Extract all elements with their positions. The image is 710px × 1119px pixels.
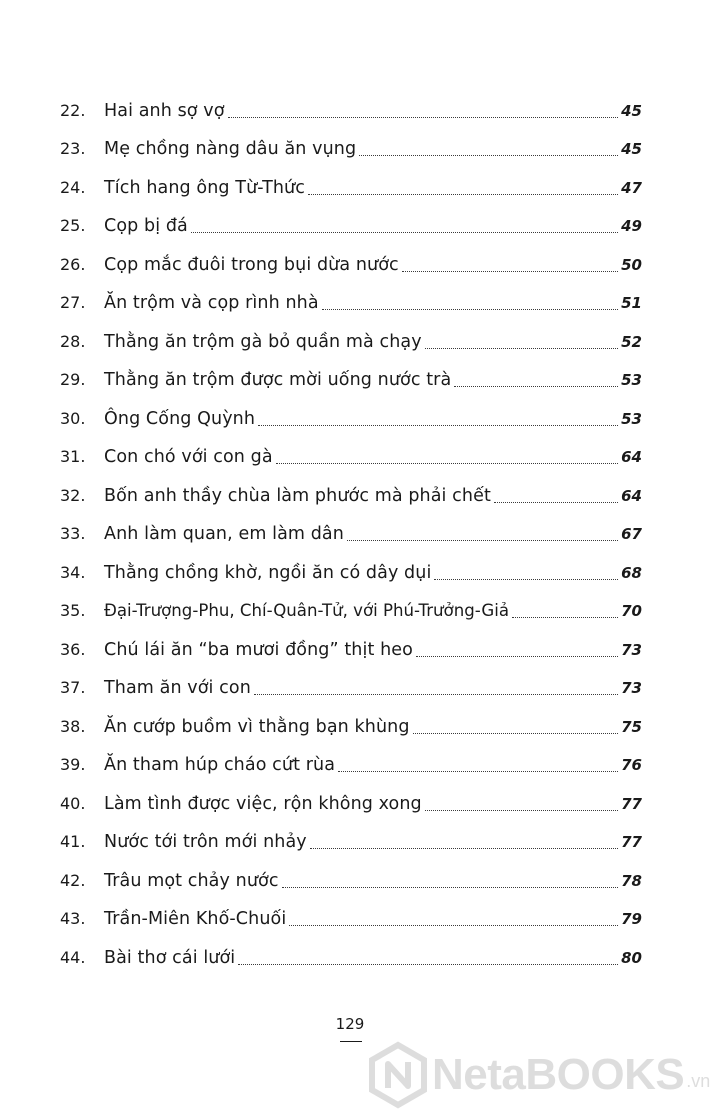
toc-entry-page: 47 <box>621 179 642 197</box>
toc-entry-page: 80 <box>621 949 642 967</box>
toc-entry-number: 38. <box>60 717 86 736</box>
toc-entry-title: Thằng ăn trộm được mời uống nước trà <box>104 370 452 390</box>
toc-entry-page: 64 <box>621 487 642 505</box>
toc-entry-number: 40. <box>60 794 86 813</box>
toc-dot-leader <box>413 733 619 734</box>
page-number-rule <box>340 1041 362 1042</box>
toc-entry <box>60 247 642 277</box>
toc-entry <box>60 632 642 662</box>
toc-entry-page: 51 <box>621 294 642 312</box>
toc-entry-title: Anh làm quan, em làm dân <box>104 524 344 544</box>
toc-entry-number: 31. <box>60 447 86 466</box>
toc-entry-page: 67 <box>621 525 642 543</box>
toc-entry <box>60 747 642 777</box>
toc-entry <box>60 593 642 623</box>
toc-entry-number: 23. <box>60 139 86 158</box>
toc-dot-leader <box>282 887 619 888</box>
toc-entry-title: Ăn cướp buồm vì thằng bạn khùng <box>104 717 410 737</box>
toc-entry-page: 53 <box>621 371 642 389</box>
toc-entry-page: 49 <box>621 217 642 235</box>
toc-entry-number: 27. <box>60 293 86 312</box>
toc-dot-leader <box>416 656 618 657</box>
toc-dot-leader <box>359 155 618 156</box>
toc-entry-page: 68 <box>621 564 642 582</box>
toc-dot-leader <box>228 117 619 118</box>
watermark-suffix: .vn <box>686 1071 710 1091</box>
toc-entry-title: Ăn trộm và cọp rình nhà <box>104 293 319 313</box>
toc-dot-leader <box>512 617 618 618</box>
watermark-brand: NetaBOOKS <box>432 1050 685 1099</box>
toc-entry-title: Làm tình được việc, rộn không xong <box>104 794 422 814</box>
toc-entry <box>60 824 642 854</box>
toc-dot-leader <box>238 964 618 965</box>
toc-entry-title: Bài thơ cái lưới <box>104 948 236 968</box>
toc-entry-title: Trần-Miên Khố-Chuối <box>104 909 287 929</box>
toc-dot-leader <box>258 425 618 426</box>
toc-entry <box>60 940 642 970</box>
toc-entry <box>60 709 642 739</box>
toc-entry <box>60 863 642 893</box>
toc-dot-leader <box>310 848 618 849</box>
toc-entry-title: Cọp bị đá <box>104 216 188 236</box>
toc-dot-leader <box>289 925 618 926</box>
toc-entry-title: Đại-Trượng-Phu, Chí-Quân-Tử, với Phú-Trưởng-Giả <box>104 601 509 620</box>
toc-entry-title: Thằng chồng khờ, ngồi ăn có dây dụi <box>104 563 432 583</box>
toc-entry-number: 44. <box>60 948 86 967</box>
netabooks-logo-icon <box>368 1042 428 1108</box>
watermark <box>368 1040 710 1110</box>
toc-entry-title: Mẹ chồng nàng dâu ăn vụng <box>104 139 357 159</box>
toc-entry <box>60 555 642 585</box>
toc-entry-number: 39. <box>60 755 86 774</box>
toc-entry-number: 34. <box>60 563 86 582</box>
toc-entry-number: 41. <box>60 832 86 851</box>
toc-entry-title: Tích hang ông Từ-Thức <box>104 178 305 198</box>
toc-entry-title: Chú lái ăn “ba mươi đồng” thịt heo <box>104 640 413 660</box>
toc-entry-page: 77 <box>621 795 642 813</box>
toc-entry-number: 30. <box>60 409 86 428</box>
toc-dot-leader <box>254 694 618 695</box>
toc-entry <box>60 208 642 238</box>
toc-entry-number: 32. <box>60 486 86 505</box>
toc-entry-page: 70 <box>621 602 642 620</box>
toc-dot-leader <box>454 386 618 387</box>
toc-dot-leader <box>322 309 618 310</box>
toc-dot-leader <box>425 348 618 349</box>
toc-entry <box>60 478 642 508</box>
toc-dot-leader <box>494 502 618 503</box>
toc-dot-leader <box>347 540 618 541</box>
toc-entry <box>60 901 642 931</box>
toc-dot-leader <box>425 810 618 811</box>
toc-entry-page: 75 <box>621 718 642 736</box>
toc-entry-number: 25. <box>60 216 86 235</box>
toc-entry-page: 79 <box>621 910 642 928</box>
toc-entry-title: Nước tới trôn mới nhảy <box>104 832 307 852</box>
toc-entry-title: Trâu mọt chảy nước <box>104 871 279 891</box>
toc-entry-page: 78 <box>621 872 642 890</box>
toc-entry-page: 45 <box>621 102 642 120</box>
toc-entry-page: 53 <box>621 410 642 428</box>
toc-dot-leader <box>338 771 618 772</box>
toc-entry <box>60 670 642 700</box>
toc-entry-page: 45 <box>621 140 642 158</box>
toc-entry-number: 22. <box>60 101 86 120</box>
toc-entry-title: Bốn anh thầy chùa làm phước mà phải chết <box>104 486 491 506</box>
toc-entry-page: 52 <box>621 333 642 351</box>
toc-entry <box>60 516 642 546</box>
toc-entry-page: 76 <box>621 756 642 774</box>
toc-entry-title: Ăn tham húp cháo cứt rùa <box>104 755 336 775</box>
toc-entry-number: 43. <box>60 909 86 928</box>
toc-entry-page: 73 <box>621 641 642 659</box>
toc-entry-title: Hai anh sợ vợ <box>104 101 225 121</box>
page-number: 129 <box>335 1015 365 1033</box>
toc-entry-number: 42. <box>60 871 86 890</box>
toc-entry-title: Tham ăn với con <box>104 678 251 698</box>
toc-entry-page: 64 <box>621 448 642 466</box>
toc-entry <box>60 362 642 392</box>
toc-entry-title: Cọp mắc đuôi trong bụi dừa nước <box>104 255 399 275</box>
toc-entry <box>60 285 642 315</box>
toc-entry <box>60 401 642 431</box>
toc-entry <box>60 786 642 816</box>
toc-entry-number: 26. <box>60 255 86 274</box>
toc-entry-page: 50 <box>621 256 642 274</box>
toc-entry-page: 73 <box>621 679 642 697</box>
toc-dot-leader <box>191 232 618 233</box>
toc-entry-number: 33. <box>60 524 86 543</box>
toc-entry-title: Con chó với con gà <box>104 447 273 467</box>
toc-entry-title: Thằng ăn trộm gà bỏ quần mà chạy <box>104 332 422 352</box>
toc-entry <box>60 324 642 354</box>
toc-entry-number: 28. <box>60 332 86 351</box>
toc-entry <box>60 170 642 200</box>
toc-entry-number: 29. <box>60 370 86 389</box>
toc-entry-title: Ông Cống Quỳnh <box>104 409 256 429</box>
toc-entry <box>60 131 642 161</box>
toc-dot-leader <box>434 579 618 580</box>
toc-entry <box>60 439 642 469</box>
toc-entry-number: 37. <box>60 678 86 697</box>
toc-entry <box>60 93 642 123</box>
toc-entry-number: 36. <box>60 640 86 659</box>
toc-entry-page: 77 <box>621 833 642 851</box>
toc-dot-leader <box>308 194 618 195</box>
toc-dot-leader <box>402 271 618 272</box>
toc-dot-leader <box>276 463 618 464</box>
toc-entry-number: 24. <box>60 178 86 197</box>
toc-entry-number: 35. <box>60 601 86 620</box>
